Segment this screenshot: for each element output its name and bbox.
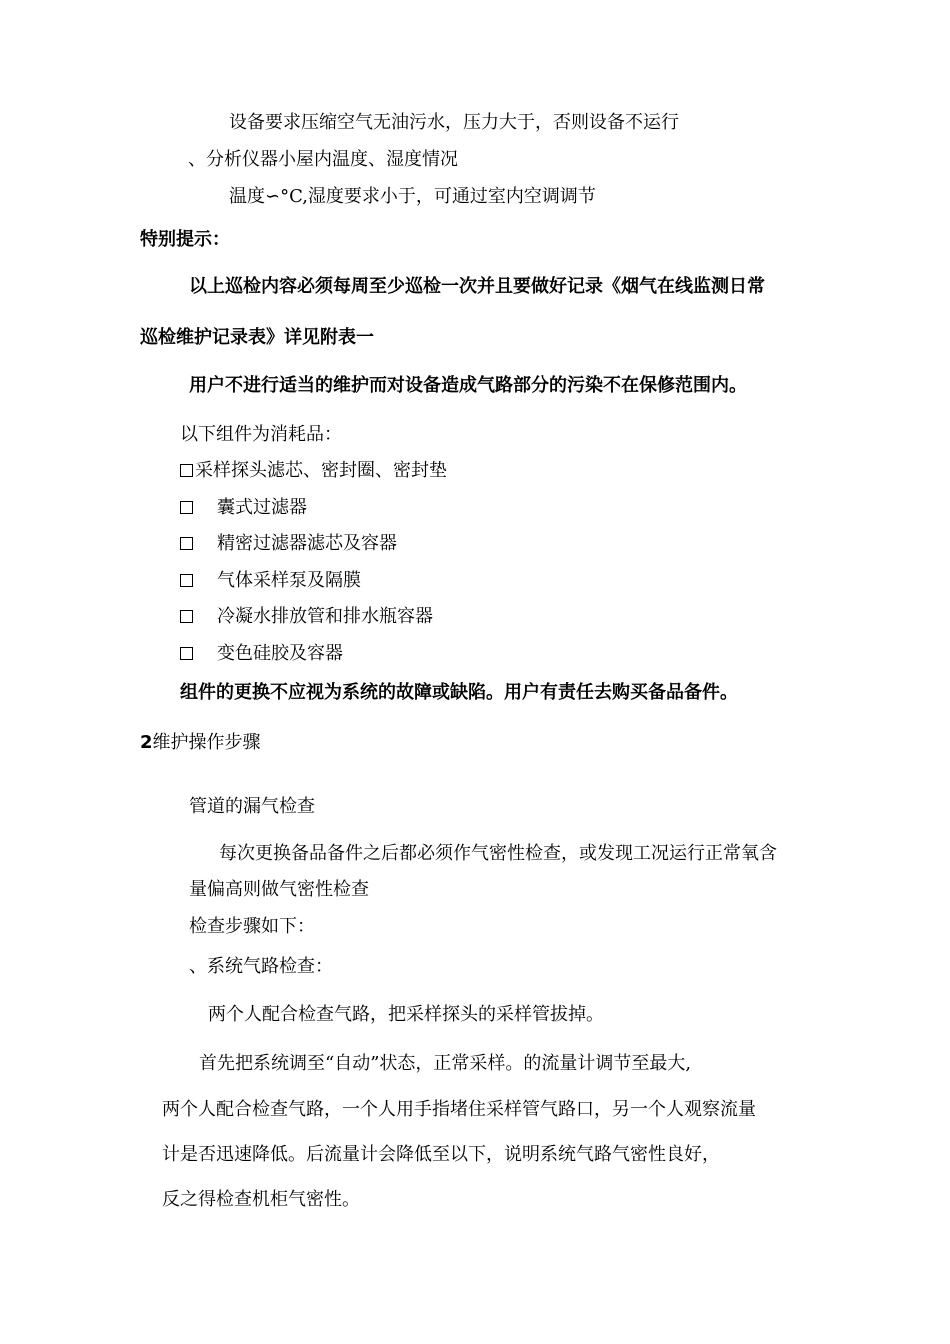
list-item	[180, 569, 361, 593]
text-line: 温度∽°C,湿度要求小于，可通过室内空调调节	[229, 186, 596, 207]
text-line: 以下组件为消耗品：	[180, 424, 342, 445]
list-item	[180, 605, 433, 629]
section-number: 2	[140, 732, 153, 753]
text-line: 组件的更换不应视为系统的故障或缺陷。用户有责任去购买备品备件。	[180, 682, 738, 703]
section-heading	[140, 731, 261, 755]
list-item-label: 囊式过滤器	[217, 497, 307, 518]
text-line: 量偏高则做气密性检查	[189, 879, 369, 900]
list-item	[180, 496, 307, 520]
text-line: 两个人配合检查气路，一个人用手指堵住采样管气路口，另一个人观察流量	[162, 1099, 756, 1120]
text-line: 以上巡检内容必须每周至少巡检一次并且要做好记录《烟气在线监测日常	[189, 276, 765, 297]
checkbox-icon	[180, 537, 193, 550]
text-line: 巡检维护记录表》详见附表一	[140, 327, 374, 348]
text-line: 检查步骤如下：	[189, 916, 315, 937]
checkbox-icon	[180, 501, 193, 514]
list-item-label: 冷凝水排放管和排水瓶容器	[217, 606, 433, 627]
text-line: 、分析仪器小屋内温度、湿度情况	[188, 149, 458, 170]
checkbox-icon	[180, 610, 193, 623]
list-item	[180, 532, 397, 556]
list-item	[180, 459, 447, 483]
checkbox-icon	[180, 647, 193, 660]
text-line: 两个人配合检查气路，把采样探头的采样管拔掉。	[208, 1004, 604, 1025]
list-item-label: 精密过滤器滤芯及容器	[217, 533, 397, 554]
checkbox-icon	[180, 574, 193, 587]
text-line: 首先把系统调至“自动”状态，正常采样。的流量计调节至最大,	[199, 1053, 692, 1074]
text-line: 反之得检查机柜气密性。	[162, 1189, 360, 1210]
text-line: 计是否迅速降低。后流量计会降低至以下，说明系统气路气密性良好，	[162, 1144, 720, 1165]
list-item-label: 气体采样泵及隔膜	[217, 570, 361, 591]
subsection-heading: 管道的漏气检查	[189, 796, 315, 817]
text-line: 用户不进行适当的维护而对设备造成气路部分的污染不在保修范围内。	[189, 375, 747, 396]
text-line: 每次更换备品备件之后都必须作气密性检查，或发现工况运行正常氧含	[219, 843, 777, 864]
list-item-label: 采样探头滤芯、密封圈、密封垫	[195, 460, 447, 481]
list-item	[180, 642, 343, 666]
section-heading: 特别提示：	[140, 229, 230, 250]
text-line: 、系统气路检查：	[189, 956, 333, 977]
checkbox-icon	[180, 464, 193, 477]
text-line: 设备要求压缩空气无油污水，压力大于，否则设备不运行	[229, 112, 679, 133]
section-title: 维护操作步骤	[152, 732, 261, 753]
list-item-label: 变色硅胶及容器	[217, 643, 343, 664]
